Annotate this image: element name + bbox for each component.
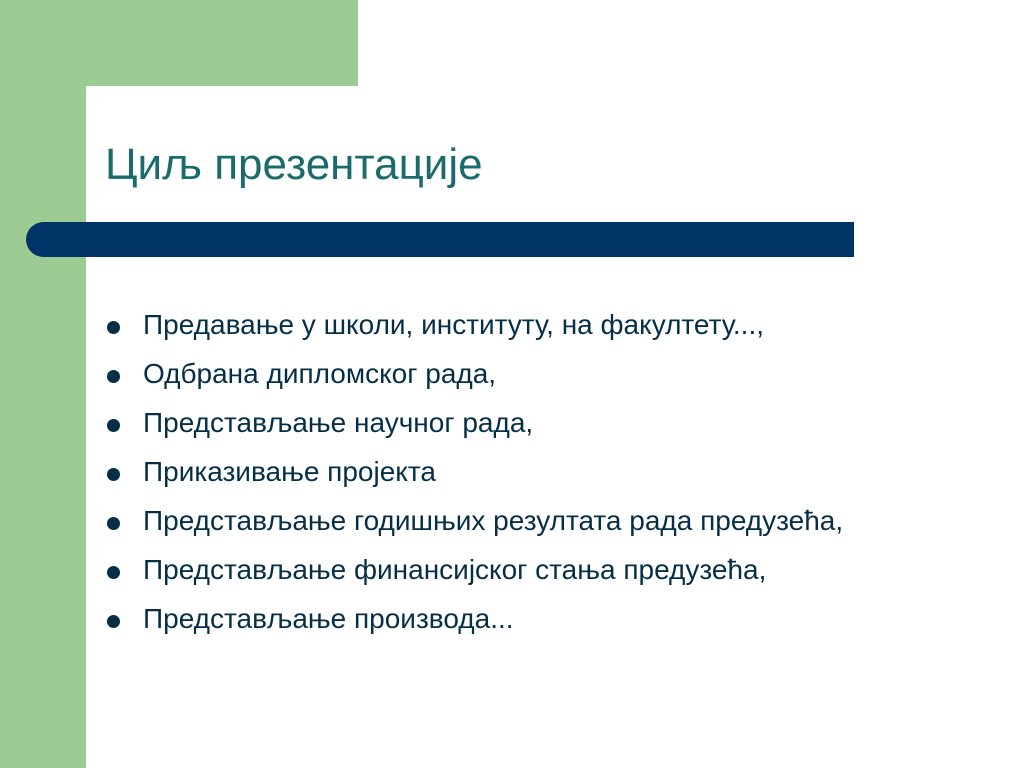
bullet-dot-icon (107, 321, 120, 334)
bullet-dot-icon (107, 370, 120, 383)
bullet-item (100, 553, 920, 587)
bullet-text: Представљање научног рада, (143, 407, 534, 438)
bullet-dot-icon (107, 615, 120, 628)
bullet-text: Предавање у школи, институту, на факултету..., (143, 309, 765, 340)
decorative-green-left-band (0, 0, 86, 768)
bullet-text: Представљање годишњих резултата рада предузећа, (143, 505, 844, 536)
bullet-item (100, 406, 920, 440)
bullet-text: Приказивање пројекта (143, 456, 436, 487)
bullet-item (100, 504, 920, 538)
decorative-green-top-band (0, 0, 358, 86)
bullet-dot-icon (107, 517, 120, 530)
bullet-dot-icon (107, 566, 120, 579)
bullet-item (100, 455, 920, 489)
slide-title: Циљ презентације (105, 140, 483, 189)
bullet-dot-icon (107, 419, 120, 432)
bullet-text: Представљање производа... (143, 603, 514, 634)
bullet-item (100, 602, 920, 636)
title-underline-bar (26, 222, 854, 257)
bullet-item (100, 308, 920, 342)
bullet-list (100, 308, 920, 651)
bullet-text: Представљање финансијског стања предузећа, (143, 554, 767, 585)
bullet-dot-icon (107, 468, 120, 481)
bullet-item (100, 357, 920, 391)
bullet-text: Одбрана дипломског рада, (143, 358, 497, 389)
